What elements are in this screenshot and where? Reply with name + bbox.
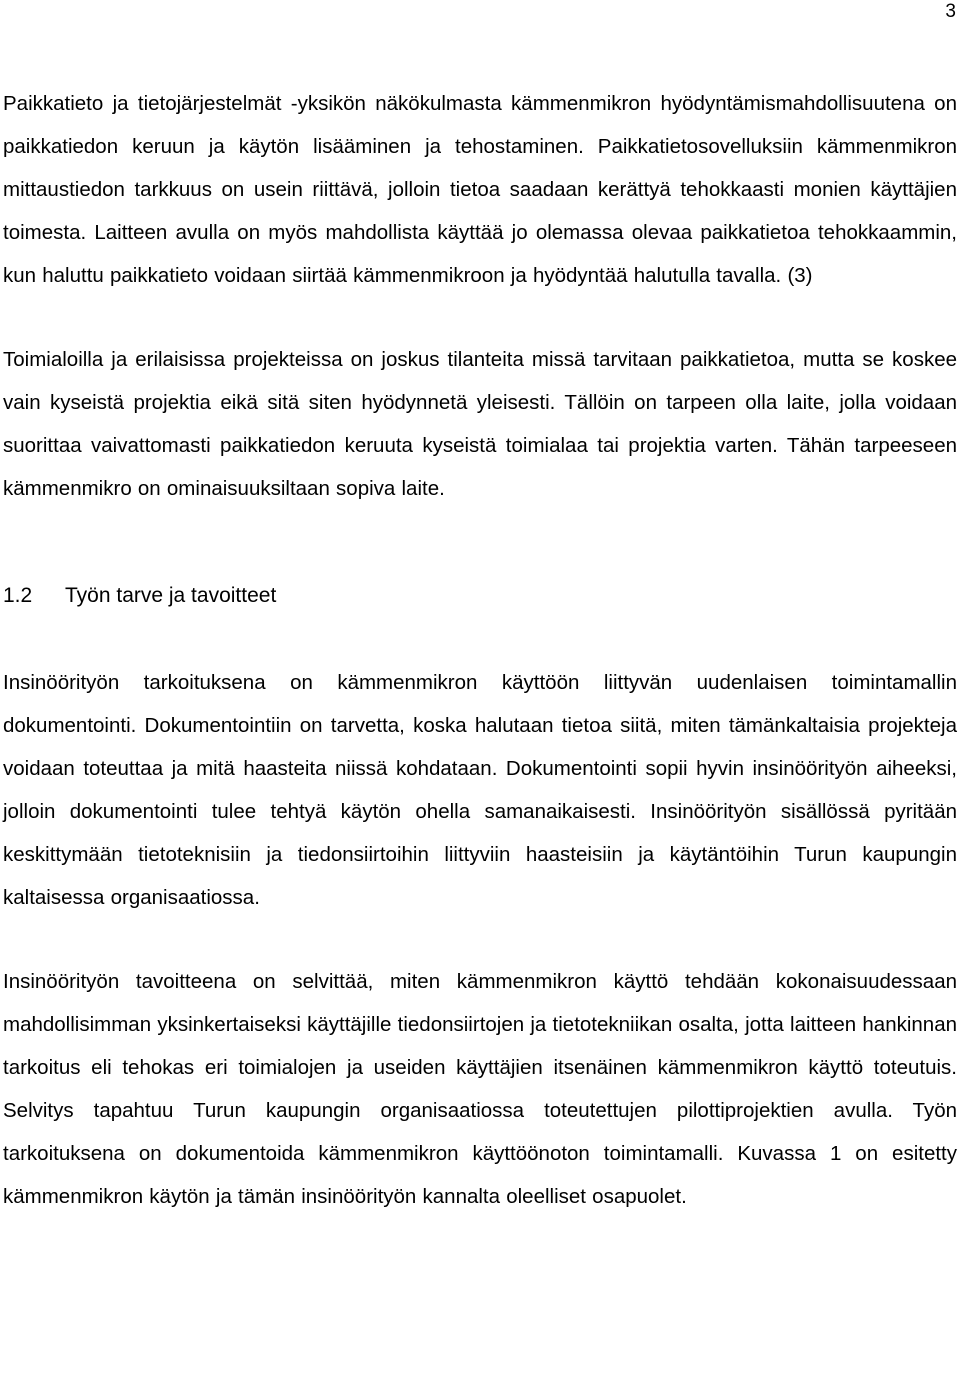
document-body: [3, 82, 957, 1218]
page-number: 3: [945, 1, 956, 22]
section-heading: [3, 574, 957, 617]
paragraph: Insinöörityön tavoitteena on selvittää, miten kämmenmikron käyttö tehdään kokonaisuudessaan mahdollisimman yksinkertaiseksi käyttäjille tiedonsiirtojen ja tietotekniikan osalta, jotta laitteen hankinnan tarkoitus eli tehokas eri toimialojen ja useiden käyttäjien itsenäinen kämmenmikron käyttö toteutuis. Selvitys tapahtuu Turun kaupungin organisaatiossa toteutettujen pilottiprojektien avulla. Työn tarkoituksena on dokumentoida kämmenmikron käyttöönoton toimintamalli. Kuvassa 1 on esitetty kämmenmikron käytön ja tämän insinöörityön kannalta oleelliset osapuolet.: [3, 970, 957, 1208]
paragraph: Toimialoilla ja erilaisissa projekteissa on joskus tilanteita missä tarvitaan paikkatietoa, mutta se koskee vain kyseistä projektia eikä sitä siten hyödynnetä yleisesti. Tällöin on tarpeen olla laite, jolla voidaan suorittaa vaivattomasti paikkatiedon keruuta kyseistä toimialaa tai projektia varten. Tähän tarpeeseen kämmenmikro on ominaisuuksiltaan sopiva laite.: [3, 348, 957, 500]
paragraph: Paikkatieto ja tietojärjestelmät -yksikön näkökulmasta kämmenmikron hyödyntämismahdollisuutena on paikkatiedon keruun ja käytön lisääminen ja tehostaminen. Paikkatietosovelluksiin kämmenmikron mittaustiedon tarkkuus on usein riittävä, jolloin tietoa saadaan kerättyä tehokkaasti monien käyttäjien toimesta. Laitteen avulla on myös mahdollista käyttää jo olemassa olevaa paikkatietoa tehokkaammin, kun haluttu paikkatieto voidaan siirtää kämmenmikroon ja hyödyntää halutulla tavalla. (3): [3, 92, 957, 287]
section-number: 1.2: [3, 584, 33, 607]
section-title: Työn tarve ja tavoitteet: [65, 584, 277, 607]
paragraph: Insinöörityön tarkoituksena on kämmenmikron käyttöön liittyvän uudenlaisen toimintamallin dokumentointi. Dokumentointiin on tarvetta, koska halutaan tietoa siitä, miten tämänkaltaisia projekteja voidaan toteuttaa ja mitä haasteita niissä kohdataan. Dokumentointi sopii hyvin insinöörityön aiheeksi, jolloin dokumentointi tulee tehtyä käytön ohella samanaikaisesti. Insinöörityön sisällössä pyritään keskittymään tietoteknisiin ja tiedonsiirtoihin liittyviin haasteisiin ja käytäntöihin Turun kaupungin kaltaisessa organisaatiossa.: [3, 671, 957, 909]
